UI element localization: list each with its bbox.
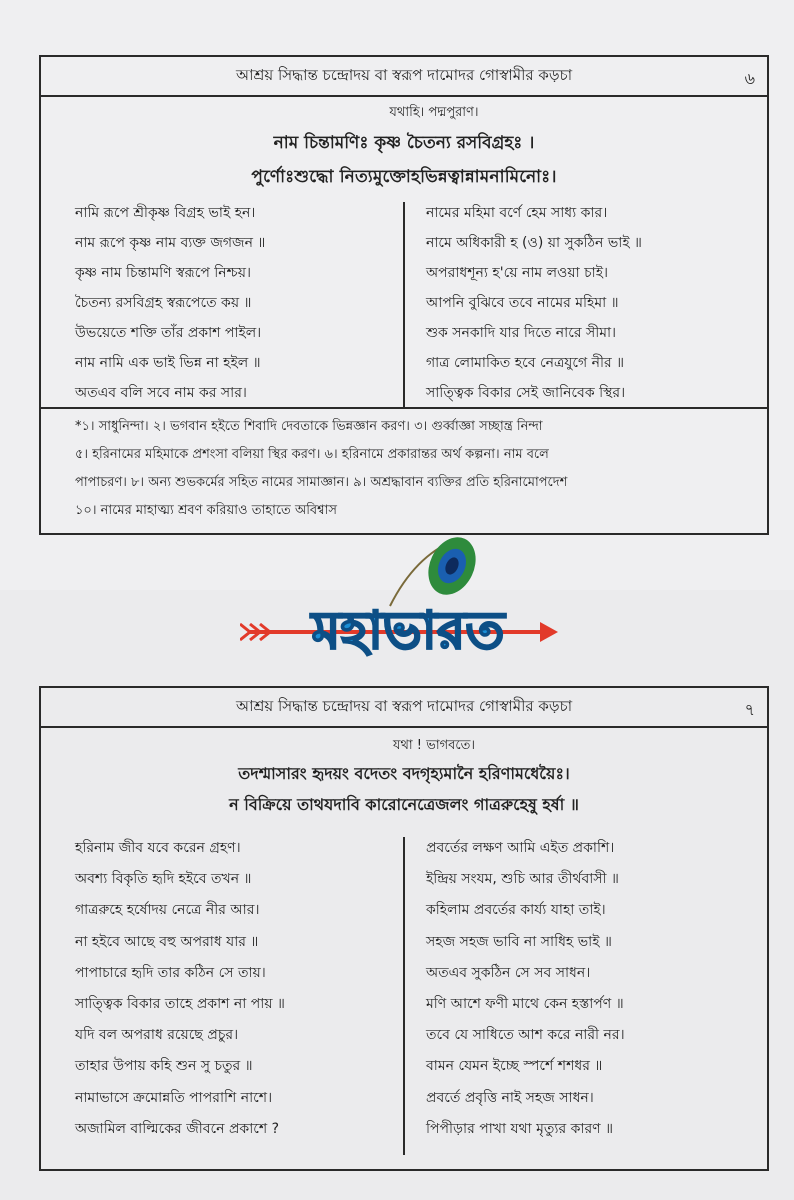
page-header xyxy=(41,688,767,728)
poem-line: প্রবর্তের লক্ষণ আমি এইত প্রকাশি। xyxy=(426,840,615,856)
page-header xyxy=(41,57,767,97)
poem-line: অপরাধশূন্য হ'য়ে নাম লওয়া চাই। xyxy=(426,265,609,281)
sanskrit-verse-line-1: তদশ্মাসারং হৃদয়ং বদেতং বদগৃহ্যমানৈ হরিণামধেয়ৈঃ। xyxy=(238,764,570,783)
poem-line: অজামিল বাল্মিকের জীবনে প্রকাশে ? xyxy=(75,1120,280,1137)
poem-line: হরিনাম জীব যবে করেন গ্রহণ। xyxy=(75,840,241,856)
footnote-line: ১০। নামের মাহাত্ম্য শ্রবণ করিয়াও তাহাতে অবিশ্বাস xyxy=(75,503,337,518)
poem-line: না হইবে আছে বহু অপরাধ যার ॥ xyxy=(75,933,259,950)
poem-line: পিপীড়ার পাখা যথা মৃত্যুর কারণ ॥ xyxy=(426,1120,614,1137)
poem-line: উভয়েতে শক্তি তাঁর প্রকাশ পাইল। xyxy=(75,325,262,341)
poem-line: যদি বল অপরাধ রয়েছে প্রচুর। xyxy=(75,1027,239,1044)
poem-right-column xyxy=(404,198,767,408)
poem-line: গাত্ররুহে হর্ষোদয় নেত্রে নীর আর। xyxy=(75,902,260,919)
poem-line: নামের মহিমা বর্ণে হেম সাধ্য কার। xyxy=(426,205,608,221)
page-number: ৭ xyxy=(744,700,755,719)
poem-line: অতএব বলি সবে নাম কর সার। xyxy=(75,385,247,401)
sanskrit-verse-line-2: ন বিক্রিয়ে তাথযদাবি কারোনেত্রেজলং গাত্ররুহেষু হর্ষা ॥ xyxy=(229,795,579,814)
poem-right-column xyxy=(404,833,767,1145)
poem-line: অবশ্য বিকৃতি হৃদি হইবে তখন ॥ xyxy=(75,871,252,888)
verse-source: যথা ! ভাগবতে। xyxy=(393,738,475,753)
poem-line: সাত্ত্বিক বিকার সেই জানিবেক স্থির। xyxy=(426,385,626,401)
poem-line: নাম নামি এক ভাই ভিন্ন না হইল ॥ xyxy=(75,355,261,371)
poem-line: তাহার উপায় কহি শুন সু চতুর ॥ xyxy=(75,1058,253,1075)
poem-line: সাত্ত্বিক বিকার তাহে প্রকাশ না পায় ॥ xyxy=(75,995,285,1012)
page-number: ৬ xyxy=(744,69,755,88)
footnotes xyxy=(41,407,767,525)
footnote-line: পাপাচরণ। ৮। অন্য শুভকর্মের সহিত নামের সামাজ্ঞান। ৯। অশ্রদ্ধাবান ব্যক্তির প্রতি হরিনামোপদেশ xyxy=(75,475,568,490)
poem-line: তবে যে সাধিতে আশ করে নারী নর। xyxy=(426,1027,625,1044)
poem-line: কহিলাম প্রবর্তের কার্য্য যাহা তাই। xyxy=(426,902,606,919)
poem-line: নাম রূপে কৃষ্ণ নাম ব্যক্ত জগজন ॥ xyxy=(75,235,266,251)
poem-line: নামি রূপে শ্রীকৃষ্ণ বিগ্রহ ভাই হন। xyxy=(75,205,256,221)
verse-source: যথাহি। পদ্মপুরাণ। xyxy=(389,105,479,120)
poem-line: কৃষ্ণ নাম চিন্তামণি স্বরূপে নিশ্চয়। xyxy=(75,265,252,281)
poem-left-column xyxy=(41,198,404,408)
poem-line: গাত্র লোমাকিত হবে নেত্রযুগে নীর ॥ xyxy=(426,355,625,371)
mahabharat-logo xyxy=(240,536,570,696)
sanskrit-verse-line-1: নাম চিন্তামণিঃ কৃষ্ণ চৈতন্য রসবিগ্রহঃ । xyxy=(273,133,535,153)
poem-line: ইন্দ্রিয় সংযম, শুচি আর তীর্থবাসী ॥ xyxy=(426,871,619,888)
poem-line: আপনি বুঝিবে তবে নামের মহিমা ॥ xyxy=(426,295,619,311)
poem-line: অতএব সুকঠিন সে সব সাধন। xyxy=(426,964,591,981)
poem-line: বামন যেমন ইচ্ছে স্পর্শে শশধর ॥ xyxy=(426,1058,603,1075)
column-divider xyxy=(403,202,405,408)
logo-text: মহাভারত xyxy=(311,601,505,661)
poem-left-column xyxy=(41,833,404,1145)
page-header-title: আশ্রয় সিদ্ধান্ত চন্দ্রোদয় বা স্বরূপ দামোদর গোস্বামীর কড়চা xyxy=(235,65,573,84)
poem-line: নামাভাসে ক্রমোন্নতি পাপরাশি নাশে। xyxy=(75,1089,273,1106)
book-page-7 xyxy=(39,686,769,1171)
book-page-6 xyxy=(39,55,769,535)
footnote-line: *১। সাধুনিন্দা। ২। ভগবান হইতে শিবাদি দেবতাকে ভিন্নজ্ঞান করণ। ৩। গুর্ব্বাজ্ঞা সচ্ছান্ত্র নিন্দা xyxy=(75,419,543,434)
poem-line: পাপাচারে হৃদি তার কঠিন সে তায়। xyxy=(75,964,266,981)
peacock-feather-icon xyxy=(390,536,485,606)
column-divider xyxy=(403,837,405,1155)
poem-line: প্রবর্তে প্রবৃত্তি নাই সহজ সাধন। xyxy=(426,1089,594,1106)
poem-line: নামে অধিকারী হ (ও) য়া সুকঠিন ভাই ॥ xyxy=(426,235,642,251)
sanskrit-verse-line-2: পুর্ণোঃশুদ্ধো নিত্যমুক্তোহভিন্নত্বান্নামনামিনোঃ। xyxy=(251,167,557,187)
poem-line: মণি আশে ফণী মাথে কেন হস্তার্পণ ॥ xyxy=(426,995,624,1012)
poem-line: চৈতন্য রসবিগ্রহ স্বরূপেতে কয় ॥ xyxy=(75,295,252,311)
page-header-title: আশ্রয় সিদ্ধান্ত চন্দ্রোদয় বা স্বরূপ দামোদর গোস্বামীর কড়চা xyxy=(235,696,573,715)
footnote-line: ৫। হরিনামের মহিমাকে প্রশংসা বলিয়া স্থির করণ। ৬। হরিনামে প্রকারান্তর অর্থ কল্পনা। নাম বলে xyxy=(75,447,549,462)
poem-line: সহজ সহজ ভাবি না সাধিহ ভাই ॥ xyxy=(426,933,612,950)
poem-columns xyxy=(41,198,767,408)
poem-line: শুক সনকাদি যার দিতে নারে সীমা। xyxy=(426,325,617,341)
poem-columns xyxy=(41,833,767,1145)
